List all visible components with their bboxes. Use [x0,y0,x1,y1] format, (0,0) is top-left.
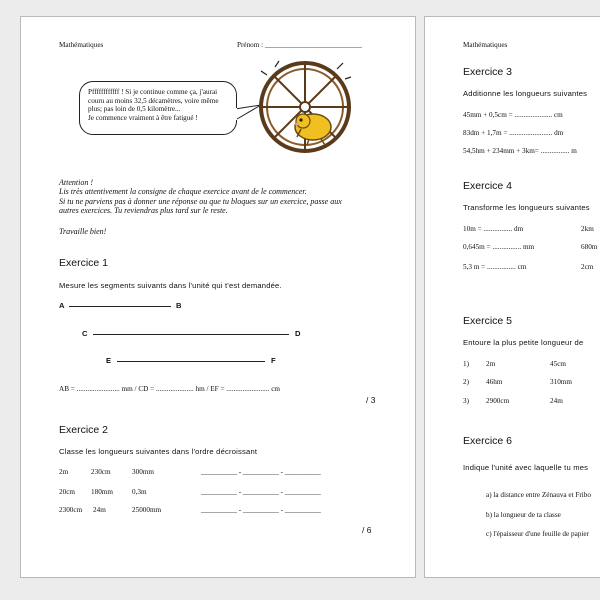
segment-point-f: F [271,356,276,365]
bubble-line: couru au moins 32,5 décamètres, voire même [88,96,219,105]
ex6-item: c) l'épaisseur d'une feuille de papier [486,530,589,538]
ex4-row-left: 10m = ................ dm [463,225,524,233]
segment-ef [117,361,265,362]
ex2-row-2-value: 180mm [91,488,113,496]
ex5-row-value: 24m [550,397,563,405]
exercise-4-instruction: Transforme les longueurs suivantes [463,203,590,212]
exercise-3-title: Exercice 3 [463,66,513,78]
ex4-row-right: 2cm [581,263,594,271]
ex3-line: 83dm + 1,7m = ........................ dm [463,129,564,137]
speech-bubble [79,81,237,135]
bubble-line: plus; pas loin de 0,5 kilomètre... [88,105,181,114]
good-luck-text: Travaille bien! [59,227,107,236]
segment-cd [93,334,289,335]
segment-point-a: A [59,301,65,310]
ex3-line: 45mm + 0,5cm = ..................... cm [463,111,563,119]
ex2-row-1-value: 300mm [132,468,154,476]
exercise-4-title: Exercice 4 [463,180,513,192]
attention-instructions [59,178,342,216]
exercise-1-answer-line: AB = ........................ mm / CD = ..................... hm / EF = ........................ cm [59,385,281,393]
ex4-row-right: 680m [581,243,598,251]
exercise-6-instruction: Indique l'unité avec laquelle tu mes [463,463,589,472]
ex6-item: b) la longueur de ta classe [486,511,561,519]
segment-point-d: D [295,329,301,338]
ex6-item: a) la distance entre Zénauva et Fribo [486,491,591,499]
segment-point-c: C [82,329,88,338]
exercise-2-title: Exercice 2 [59,424,109,436]
attention-title: Attention ! [59,178,93,187]
worksheet-page-2 [424,16,600,578]
exercise-1-instruction: Mesure les segments suivants dans l'unité qui t'est demandée. [59,281,282,290]
ex5-row-number: 2) [463,378,469,386]
exercise-5-title: Exercice 5 [463,315,513,327]
ex5-row-number: 1) [463,360,469,368]
ex5-row-value: 2m [486,360,496,368]
exercise-1-title: Exercice 1 [59,257,109,269]
ex5-row-number: 3) [463,397,469,405]
ex5-row-value: 2900cm [486,397,510,405]
ex2-row-2-answer-blank: __________ - __________ - __________ [201,488,321,496]
segment-point-b: B [176,301,182,310]
exercise-2-score: / 6 [362,525,372,535]
ex2-row-2-value: 0,3m [132,488,147,496]
worksheet-page-1 [20,16,416,578]
bubble-line: Je commence vraiment à être fatigué ! [88,113,198,122]
ex2-row-1-value: 230cm [91,468,111,476]
ex4-row-left: 0,645m = ................ mm [463,243,535,251]
ex5-row-value: 46hm [486,378,503,386]
ex3-line: 54,5hm + 234mm + 3km= ................ m [463,147,577,155]
attention-line: Lis très attentivement la consigne de chaque exercice avant de le commencer. [59,187,307,197]
ex2-row-3-value: 24m [93,506,106,514]
exercise-2-instruction: Classe les longueurs suivantes dans l'ordre décroissant [59,447,258,456]
ex4-row-right: 2km [581,225,594,233]
page-header-subject: Mathématiques [59,41,104,49]
exercise-1-score: / 3 [366,395,376,405]
bubble-line: Pffffffffffff ! Si je continue comme ça, j'aurai [88,88,218,96]
ex2-row-3-answer-blank: __________ - __________ - __________ [201,506,321,514]
ex5-row-value: 310mm [550,378,572,386]
ex2-row-1-answer-blank: __________ - __________ - __________ [201,468,321,476]
attention-line: Si tu ne parviens pas à donner une réponse ou que tu bloques sur un exercice, passe aux [59,196,342,206]
ex2-row-1-value: 2m [59,468,69,476]
ex2-row-2-value: 20cm [59,488,75,496]
exercise-3-instruction: Additionne les longueurs suivantes [463,89,588,98]
ex5-row-value: 45cm [550,360,566,368]
page-header-firstname: Prénom : ___________________________ [237,41,362,49]
exercise-6-title: Exercice 6 [463,435,513,447]
page-header-subject: Mathématiques [463,41,508,49]
hamster-wheel-illustration [257,59,353,155]
ex4-row-left: 5,3 m = ................ cm [463,263,527,271]
segment-ab [69,306,171,307]
ex2-row-3-value: 2300cm [59,506,83,514]
ex2-row-3-value: 25000mm [132,506,162,514]
attention-line: autres exercices. Tu reviendras plus tard sur le reste. [59,206,228,216]
segment-point-e: E [106,356,112,365]
exercise-5-instruction: Entoure la plus petite longueur de [463,338,584,347]
